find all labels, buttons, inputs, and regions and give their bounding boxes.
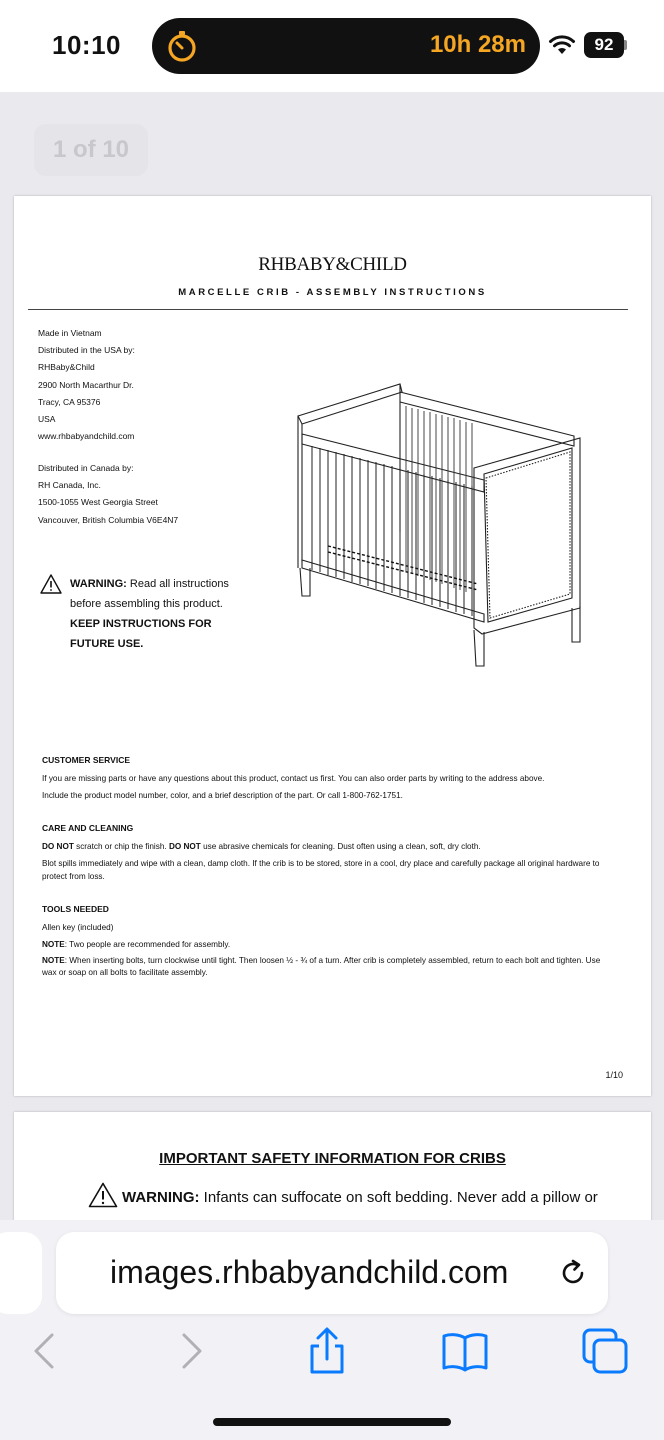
- text: scratch or chip the finish.: [73, 842, 169, 851]
- document-title: MARCELLE CRIB - ASSEMBLY INSTRUCTIONS: [178, 287, 487, 298]
- back-icon[interactable]: [22, 1326, 72, 1376]
- customer-service-section: [42, 752, 602, 804]
- paragraph: [42, 838, 602, 855]
- address-line: Distributed in Canada by:: [38, 463, 134, 473]
- assembly-warning: [40, 574, 250, 654]
- wifi-icon: [548, 34, 576, 56]
- address-line: Tracy, CA 95376: [38, 396, 101, 407]
- address-line: Distributed in the USA by:: [38, 345, 135, 356]
- browser-toolbar: [0, 1326, 664, 1376]
- document-viewer[interactable]: [0, 92, 664, 1220]
- text: : Two people are recommended for assembly.: [64, 940, 231, 949]
- address-line: 2900 North Macarthur Dr.: [38, 379, 134, 390]
- address-line: RHBaby&Child: [38, 362, 95, 373]
- address-line: USA: [38, 414, 56, 425]
- text: : When inserting bolts, turn clockwise until tight. Then loosen ½ - ¾ of a turn. After crib is completely assembled, return to each bolt and tighten. Use wax or soap on all bolts to facilitate assembly.: [42, 956, 601, 977]
- address-line: www.rhbabyandchild.com: [38, 431, 135, 442]
- safety-title: IMPORTANT SAFETY INFORMATION FOR CRIBS: [159, 1150, 506, 1167]
- status-bar: [0, 0, 664, 92]
- paragraph: If you are missing parts or have any questions about this product, contact us first. You can also order parts by writing to the address above.: [42, 774, 545, 783]
- crib-illustration: [288, 382, 598, 674]
- browser-bottom-bar: [0, 1220, 664, 1440]
- share-icon[interactable]: [302, 1326, 352, 1376]
- address-line: 1500-1055 West Georgia Street: [38, 497, 158, 508]
- safety-warning-text: Infants can suffocate on soft bedding. Never add a pillow or: [199, 1189, 598, 1206]
- page-counter: 1 of 10: [34, 124, 148, 176]
- care-section: [42, 820, 602, 883]
- text: use abrasive chemicals for cleaning. Dust often using a clean, soft, dry cloth.: [200, 842, 481, 851]
- tabs-icon[interactable]: [580, 1326, 630, 1376]
- clock: 10:10: [52, 30, 121, 60]
- address-line: Vancouver, British Columbia V6E4N7: [38, 514, 179, 525]
- section-heading: TOOLS NEEDED: [42, 904, 109, 914]
- battery-indicator: 92: [584, 32, 624, 58]
- document-page-2: [14, 1112, 651, 1220]
- safety-warning-label: WARNING:: [122, 1189, 200, 1206]
- reload-icon[interactable]: [558, 1258, 588, 1288]
- battery-tip: [624, 40, 627, 50]
- timer-icon: [164, 28, 200, 64]
- note-label: NOTE: [42, 956, 65, 965]
- warning-keep: KEEP INSTRUCTIONS FOR FUTURE USE.: [70, 618, 212, 650]
- note-label: NOTE: [42, 940, 65, 949]
- paragraph: Allen key (included): [42, 923, 114, 932]
- tools-section: [42, 901, 602, 979]
- section-heading: CARE AND CLEANING: [42, 823, 134, 833]
- warning-label: WARNING:: [70, 578, 127, 590]
- document-page-1: [14, 196, 651, 1096]
- page-number: 1/10: [605, 1070, 623, 1080]
- us-address: [38, 325, 135, 445]
- paragraph: [42, 936, 602, 953]
- warning-triangle-icon: [40, 574, 62, 594]
- title-divider: [28, 309, 628, 310]
- emphasis: DO NOT: [168, 842, 201, 851]
- address-bar[interactable]: [56, 1232, 608, 1314]
- paragraph: [42, 955, 602, 979]
- brand-logo: RHBABY&CHILD: [258, 254, 407, 275]
- section-heading: CUSTOMER SERVICE: [42, 755, 131, 765]
- bookmarks-icon[interactable]: [440, 1326, 490, 1376]
- warning-triangle-icon: [88, 1182, 118, 1208]
- emphasis: DO NOT: [42, 842, 74, 851]
- forward-icon[interactable]: [164, 1326, 214, 1376]
- dynamic-island[interactable]: [152, 18, 540, 74]
- previous-tab-preview[interactable]: [0, 1232, 42, 1314]
- paragraph: Blot spills immediately and wipe with a clean, damp cloth. If the crib is to be stored, store in a cool, dry place and carefully package all original hardware to protect from loss.: [42, 859, 600, 881]
- paragraph: Include the product model number, color, and a brief description of the part. Or call 1-800-762-1751.: [42, 791, 403, 800]
- warning-text: [40, 574, 250, 654]
- warning-body: Read all instructions before assembling this product.: [70, 578, 229, 610]
- canada-address: [38, 460, 178, 529]
- url-text: images.rhbabyandchild.com: [110, 1254, 509, 1290]
- timer-readout: 10h 28m: [429, 31, 526, 58]
- address-line: RH Canada, Inc.: [38, 480, 101, 491]
- home-indicator: [213, 1418, 451, 1426]
- safety-warning: [88, 1182, 628, 1209]
- address-line: Made in Vietnam: [38, 328, 102, 338]
